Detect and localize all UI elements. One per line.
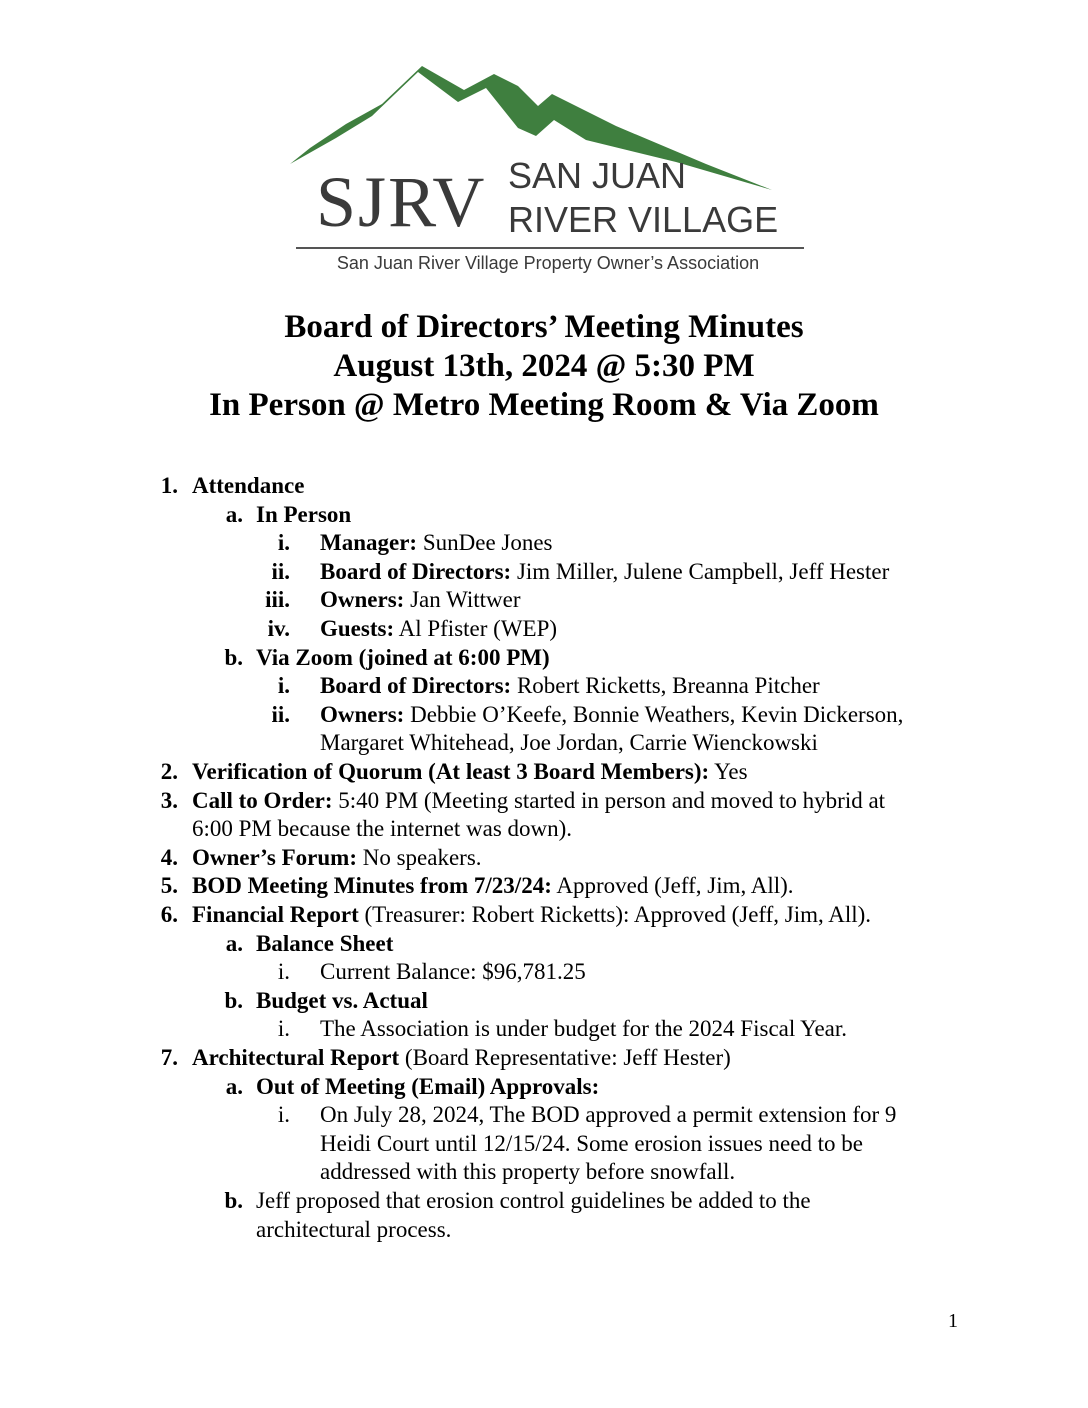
item-value: Yes (709, 759, 748, 784)
title-line-3: In Person @ Metro Meeting Room & Via Zoom (209, 387, 879, 423)
item-text (320, 1158, 735, 1187)
item-value: Al Pfister (WEP) (394, 616, 558, 641)
item-label: Balance Sheet (256, 930, 394, 956)
item-value: 5:40 PM (Meeting started in person and moved to hybrid at (332, 787, 886, 813)
list-marker: b. (224, 1188, 243, 1213)
item-value: Debbie O’Keefe, Bonnie Weathers, Kevin Dickerson, (404, 701, 904, 727)
item-text (192, 472, 304, 501)
item-text (320, 1015, 847, 1044)
item-text (320, 586, 521, 615)
item-label: Board of Directors: (320, 558, 512, 584)
list-marker: i. (277, 673, 290, 699)
item-value: (Board Representative: Jeff Hester) (399, 1045, 731, 1070)
item-text (320, 672, 820, 701)
item-label: Guests: (320, 616, 395, 641)
list-marker: 6. (160, 902, 178, 927)
list-marker: iv. (267, 616, 290, 641)
item-text (256, 644, 550, 673)
item-value: No speakers. (357, 844, 482, 870)
item-text (320, 958, 586, 987)
item-text (256, 501, 351, 530)
list-marker: a. (225, 501, 243, 527)
item-label: Budget vs. Actual (256, 987, 428, 1013)
list-marker: 4. (160, 844, 178, 870)
item-label: Out of Meeting (Email) Approvals: (256, 1073, 600, 1099)
list-marker: i. (277, 1102, 290, 1128)
item-value: 6:00 PM because the internet was down). (192, 816, 573, 842)
item-text (320, 729, 818, 758)
item-value: addressed with this property before snowfall. (320, 1159, 736, 1185)
item-label: Attendance (192, 473, 305, 498)
item-label: Verification of Quorum (At least 3 Board Members): (192, 759, 710, 784)
association-logo (286, 66, 810, 280)
list-marker: ii. (271, 558, 290, 584)
item-text (256, 1073, 599, 1102)
list-marker: 2. (160, 759, 178, 784)
logo-monogram: SJRV (316, 162, 487, 242)
item-text (192, 787, 885, 816)
item-value: On July 28, 2024, The BOD approved a permit extension for 9 (320, 1102, 897, 1128)
item-value: Jeff proposed that erosion control guidelines be added to the (256, 1188, 811, 1213)
item-value: SunDee Jones (417, 530, 553, 556)
list-marker: i. (277, 530, 290, 556)
item-value: Jim Miller, Julene Campbell, Jeff Hester (511, 558, 890, 584)
item-value: The Association is under budget for the 2024 Fiscal Year. (320, 1016, 848, 1042)
item-text (320, 615, 557, 644)
item-value: Current Balance: $96,781.25 (320, 959, 586, 985)
item-text (256, 1216, 451, 1245)
item-label: Owner’s Forum: (192, 844, 357, 870)
list-marker: 7. (160, 1045, 178, 1070)
list-marker: 5. (160, 873, 178, 899)
item-label: Call to Order: (192, 787, 333, 813)
item-value: (Treasurer: Robert Ricketts): Approved (Jeff, Jim, All). (358, 902, 872, 927)
item-label: Board of Directors: (320, 673, 512, 699)
item-text (320, 529, 553, 558)
logo-name-line2: RIVER VILLAGE (508, 199, 779, 240)
item-label: Architectural Report (192, 1045, 400, 1070)
page-number: 1 (948, 1310, 958, 1332)
item-label: Owners: (320, 587, 405, 613)
item-text (256, 930, 393, 959)
item-value: Jan Wittwer (404, 587, 521, 613)
item-text (320, 1130, 863, 1159)
list-marker: a. (225, 930, 243, 956)
item-text (320, 1101, 896, 1130)
item-text (256, 987, 428, 1016)
item-value: Robert Ricketts, Breanna Pitcher (511, 673, 820, 699)
logo-name-line1: SAN JUAN (508, 155, 687, 196)
item-label: BOD Meeting Minutes from 7/23/24: (192, 873, 552, 899)
item-label: Financial Report (192, 902, 359, 927)
title-line-2: August 13th, 2024 @ 5:30 PM (333, 348, 755, 384)
item-text (320, 701, 903, 730)
list-marker: b. (224, 644, 243, 670)
list-marker: i. (277, 959, 290, 985)
item-text (320, 558, 889, 587)
title-line-1: Board of Directors’ Meeting Minutes (284, 309, 804, 345)
list-marker: 1. (160, 473, 178, 498)
list-marker: ii. (271, 701, 290, 727)
item-label: Manager: (320, 530, 418, 556)
list-marker: 3. (160, 787, 178, 813)
document-title (0, 308, 1088, 425)
item-text (192, 815, 572, 844)
item-label: Via Zoom (joined at 6:00 PM) (256, 644, 550, 670)
list-marker: i. (277, 1016, 290, 1042)
item-text (192, 844, 482, 873)
list-marker: b. (224, 987, 243, 1013)
item-value: Margaret Whitehead, Joe Jordan, Carrie Wienckowski (320, 730, 818, 756)
item-text (256, 1187, 811, 1216)
logo-tagline: San Juan River Village Property Owner’s Association (336, 253, 760, 273)
item-label: Owners: (320, 701, 405, 727)
list-marker: iii. (265, 587, 290, 613)
item-label: In Person (256, 501, 352, 527)
list-marker: a. (225, 1073, 243, 1099)
item-text (192, 872, 794, 901)
item-text (192, 901, 871, 930)
item-text (192, 758, 748, 787)
item-text (192, 1044, 731, 1073)
item-value: architectural process. (256, 1216, 452, 1242)
item-value: Heidi Court until 12/15/24. Some erosion issues need to be (320, 1130, 864, 1156)
item-value: Approved (Jeff, Jim, All). (551, 873, 794, 899)
